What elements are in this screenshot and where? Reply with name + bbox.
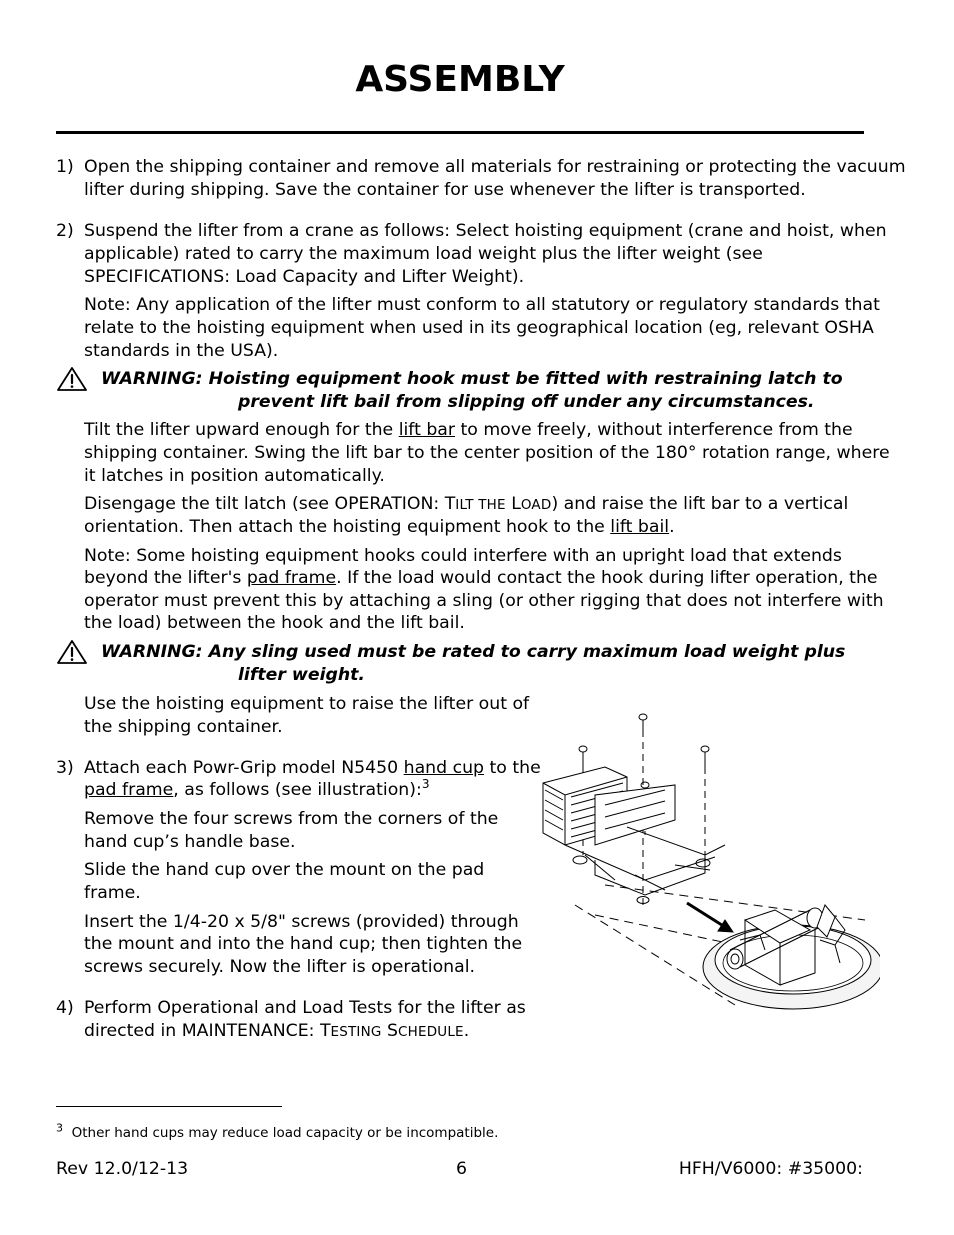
disengage-line-2: orientation. Then attach the hoisting equipment hook to the lift bail. — [84, 517, 675, 537]
lift-bar-term: lift bar — [398, 420, 456, 440]
hand-cup-term: hand cup — [403, 758, 485, 778]
pad-frame-term: pad frame — [246, 568, 337, 588]
note-2-line-1: Note: Some hoisting equipment hooks could interfere with an upright load that extends — [84, 546, 842, 566]
step-3-line-2: pad frame, as follows (see illustration):$^3$ — [84, 777, 430, 800]
note-1-line-1: Note: Any application of the lifter must conform to all statutory or regulatory standards that — [84, 295, 880, 315]
footnote-mark: 3 — [56, 1121, 63, 1135]
note-2-line-2: beyond the lifter's pad frame. If the load would contact the hook during lifter operation, the — [84, 568, 878, 588]
step-1-line-1: Open the shipping container and remove all materials for restraining or protecting the vacuum — [84, 157, 906, 177]
footnote-text: Other hand cups may reduce load capacity or be incompatible. — [71, 1125, 499, 1141]
note-2-line-4: the load) between the hook and the lift bail. — [84, 613, 465, 633]
pad-frame-term: pad frame — [84, 780, 174, 800]
slide-line-2: frame. — [84, 883, 141, 903]
page-title: ASSEMBLY — [355, 59, 565, 100]
footnote — [56, 1121, 499, 1142]
tilt-line-2: shipping container. Swing the lift bar to the center position of the 180° rotation range, where — [84, 443, 890, 463]
step-1-line-2: lifter during shipping. Save the container for use whenever the lifter is transported. — [84, 180, 806, 200]
insert-line-2: the mount and into the hand cup; then tighten the — [84, 934, 523, 954]
warning-triangle-icon — [56, 366, 88, 392]
step-4-line-2: directed in MAINTENANCE: TESTING SCHEDULE. — [84, 1021, 470, 1041]
hand-cup-assembly-illustration — [535, 705, 880, 1040]
note-2-line-3: operator must prevent this by attaching a sling (or other rigging that does not interfere with — [84, 591, 884, 611]
footnote-rule — [56, 1106, 282, 1107]
remove-line-1: Remove the four screws from the corners of the — [84, 809, 499, 829]
footer-page-number: 6 — [456, 1159, 467, 1179]
title-rule — [56, 131, 864, 134]
insert-line-1: Insert the 1/4-20 x 5/8" screws (provided) through — [84, 912, 519, 932]
step-2-line-2: applicable) rated to carry the maximum load weight plus the lifter weight (see — [84, 244, 763, 264]
footer-revision: Rev 12.0/12-13 — [56, 1159, 189, 1179]
remove-line-2: hand cup’s handle base. — [84, 832, 296, 852]
warning-triangle-icon — [56, 639, 88, 665]
warning-1-line-2: prevent lift bail from slipping off under any circumstances. — [238, 392, 815, 412]
step-1-number: 1) — [56, 157, 74, 177]
step-2-line-1: Suspend the lifter from a crane as follows: Select hoisting equipment (crane and hoist, when — [84, 221, 887, 241]
disengage-line-1: Disengage the tilt latch (see OPERATION: TILT THE LOAD) and raise the lift bar to a vertical — [84, 494, 849, 514]
slide-line-1: Slide the hand cup over the mount on the pad — [84, 860, 485, 880]
lift-bail-term: lift bail — [610, 517, 670, 537]
note-1-line-3: standards in the USA). — [84, 341, 279, 361]
tilt-line-1: Tilt the lifter upward enough for the lift bar to move freely, without interference from the — [84, 420, 853, 440]
use-line-2: the shipping container. — [84, 717, 283, 737]
warning-2-line-1: WARNING: Any sling used must be rated to carry maximum load weight plus — [101, 642, 846, 662]
step-2-line-3: SPECIFICATIONS: Load Capacity and Lifter Weight). — [84, 267, 525, 287]
tilt-line-3: it latches in position automatically. — [84, 466, 385, 486]
footer-document-id: HFH/V6000: #35000: — [678, 1159, 863, 1179]
step-3-line-1: Attach each Powr-Grip model N5450 hand cup to the — [84, 758, 541, 778]
footnote-reference[interactable]: 3 — [421, 777, 430, 792]
warning-1-line-1: WARNING: Hoisting equipment hook must be fitted with restraining latch to — [101, 369, 843, 389]
warning-2-line-2: lifter weight. — [238, 665, 365, 685]
step-3-number: 3) — [56, 758, 74, 778]
note-1-line-2: relate to the hoisting equipment when used in its geographical location (eg, relevant OSHA — [84, 318, 874, 338]
step-2-number: 2) — [56, 221, 74, 241]
use-line-1: Use the hoisting equipment to raise the lifter out of — [84, 694, 530, 714]
step-4-line-1: Perform Operational and Load Tests for the lifter as — [84, 998, 526, 1018]
step-4-number: 4) — [56, 998, 74, 1018]
insert-line-3: screws securely. Now the lifter is operational. — [84, 957, 476, 977]
